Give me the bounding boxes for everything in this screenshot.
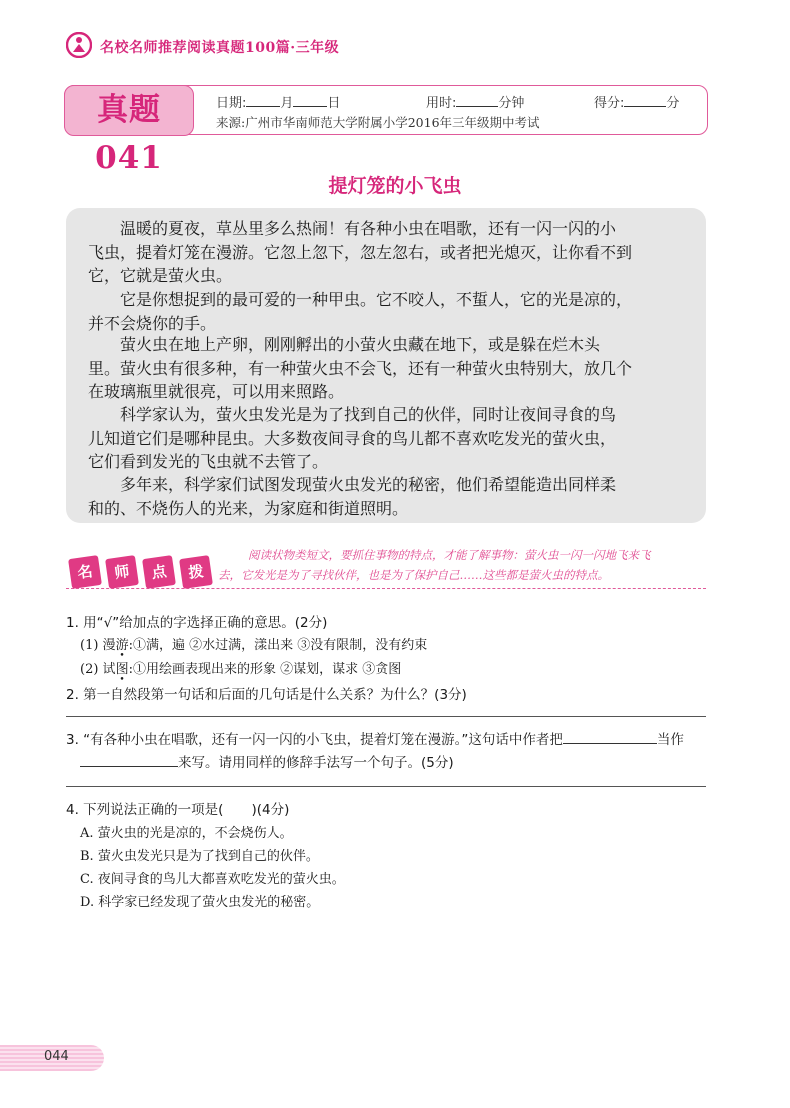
minute-label: 分钟 [498, 96, 525, 111]
question-2: 2. 第一自然段第一句话和后面的几句话是什么关系？为什么？(3分) [66, 687, 467, 703]
question-4 [66, 798, 289, 818]
paragraph-2 [88, 288, 688, 335]
tip-label-char: 师 [105, 555, 139, 589]
q3-text: 来写。请用同样的修辞手法写一个句子。(5分) [178, 755, 454, 771]
dotted-char: 图 [115, 662, 129, 677]
q4-text: 4. 下列说法正确的一项是( [66, 802, 224, 818]
story-line: 和的、不烧伤人的光来，为家庭和街道照明。 [88, 498, 409, 518]
story-line: 它，它就是萤火虫。 [88, 266, 233, 285]
score-unit: 分 [666, 96, 680, 111]
exam-source: 来源:广州市华南师范大学附属小学2016年三年级期中考试 [216, 115, 540, 130]
tip-label-char: 名 [68, 555, 102, 589]
option-c[interactable]: C. 夜间寻食的鸟儿大都喜欢吃发光的萤火虫。 [80, 872, 345, 887]
tip-text-line-2: 去，它发光是为了寻找伙伴，也是为了保护自己……这些都是萤火虫的特点。 [218, 568, 609, 582]
answer-blank[interactable] [80, 754, 178, 767]
score-label: 得分: [594, 96, 625, 111]
date-field[interactable] [216, 92, 340, 111]
question-1: 1. 用“√”给加点的字选择正确的意思。(2分) [66, 615, 328, 631]
story-line: 飞虫，提着灯笼在漫游。它忽上忽下，忽左忽右，或者把光熄灭，让你看不到 [88, 242, 633, 262]
q1a-options[interactable]: :①满，遍 ②水过满，漾出来 ③没有限制，没有约束 [128, 638, 428, 653]
option-a[interactable]: A. 萤火虫的光是凉的，不会烧伤人。 [80, 826, 293, 841]
answer-line[interactable] [66, 716, 706, 717]
q1b-prefix: (2) 试 [80, 662, 116, 677]
month-label: 月 [280, 96, 294, 111]
q4-text: )(4分) [251, 802, 290, 818]
question-1-item-1 [80, 634, 427, 653]
tip-label-char: 拨 [179, 555, 213, 589]
page-number: 044 [44, 1049, 69, 1064]
score-field[interactable] [594, 92, 679, 111]
q1b-options[interactable]: :①用绘画表现出来的形象 ②谋划，谋求 ③贪图 [128, 662, 402, 677]
question-3-line-1 [66, 728, 684, 748]
time-label: 用时: [426, 96, 457, 111]
q3-text: 3. “有各种小虫在唱歌，还有一闪一闪的小飞虫，提着灯笼在漫游。”这句话中作者把 [66, 732, 563, 748]
story-line: 在玻璃瓶里就很亮，可以用来照路。 [88, 382, 345, 401]
answer-line[interactable] [66, 786, 706, 787]
story-line: 科学家认为，萤火虫发光是为了找到自己的伙伴，同时让夜间寻食的鸟 [120, 405, 617, 424]
story-line: 它们看到发光的飞虫就不去管了。 [88, 452, 329, 471]
date-label: 日期: [216, 96, 247, 111]
story-line: 里。萤火虫有很多种，有一种萤火虫不会飞，还有一种萤火虫特别大，放几个 [88, 358, 633, 378]
series-title: 名校名师推荐阅读真题100篇·三年级 [100, 40, 340, 56]
option-b[interactable]: B. 萤火虫发光只是为了找到自己的伙伴。 [80, 849, 319, 864]
story-line: 并不会烧你的手。 [88, 313, 217, 333]
option-d[interactable]: D. 科学家已经发现了萤火虫发光的秘密。 [80, 895, 320, 910]
question-1-item-2 [80, 658, 401, 677]
q3-text: 当作 [656, 732, 684, 748]
story-line: 儿知道它们是哪种昆虫。大多数夜间寻食的鸟儿都不喜欢吃发光的萤火虫， [88, 428, 617, 448]
paragraph-3 [88, 333, 688, 404]
story-line: 多年来，科学家们试图发现萤火虫发光的秘密，他们希望能造出同样柔 [120, 475, 617, 494]
paragraph-4 [88, 403, 688, 474]
story-title: 提灯笼的小飞虫 [328, 175, 462, 197]
exam-number-label: 真题041 [64, 85, 194, 136]
paragraph-1 [88, 217, 688, 288]
q1a-prefix: (1) 漫 [80, 638, 116, 653]
answer-blank[interactable] [563, 731, 657, 744]
tip-text-line-1: 阅读状物类短文，要抓住事物的特点，才能了解事物：萤火虫一闪一闪地飞来飞 [248, 548, 651, 562]
paragraph-5 [88, 473, 688, 520]
school-logo-icon [66, 32, 92, 58]
tip-label-char: 点 [142, 555, 176, 589]
story-line: 温暖的夏夜，草丛里多么热闹！有各种小虫在唱歌，还有一闪一闪的小 [120, 219, 617, 238]
story-line: 萤火虫在地上产卵，刚刚孵出的小萤火虫藏在地下，或是躲在烂木头 [120, 335, 601, 354]
question-3-line-2 [80, 751, 454, 771]
story-line: 它是你想捉到的最可爱的一种甲虫。它不咬人，不蜇人，它的光是凉的， [120, 290, 633, 309]
day-label: 日 [327, 96, 341, 111]
dotted-char: 游 [115, 638, 129, 653]
time-field[interactable] [426, 92, 524, 111]
